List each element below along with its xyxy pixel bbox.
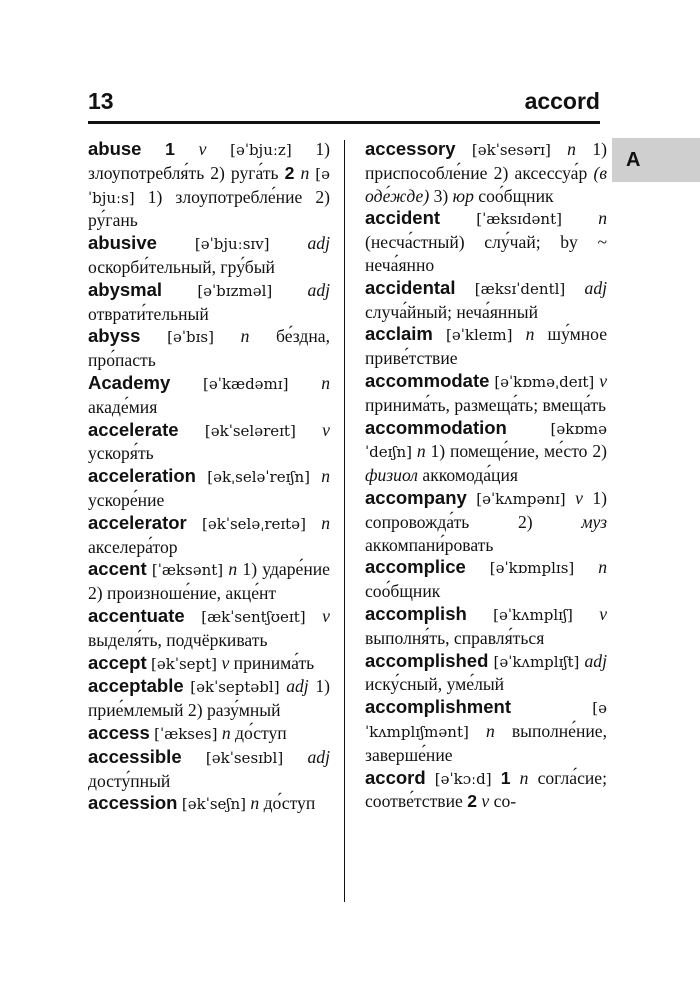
grammar-label: n	[519, 767, 529, 788]
dictionary-entry	[88, 722, 330, 746]
grammar-label: v	[322, 605, 330, 626]
translation: аккомпани́ровать	[365, 534, 494, 555]
grammar-label: adj	[286, 676, 309, 697]
grammar-label: n	[300, 162, 310, 183]
translation: ускоре́ние	[88, 489, 165, 510]
translation: акаде́мия	[88, 396, 158, 417]
grammar-label: n	[485, 720, 495, 741]
grammar-label: v	[198, 139, 207, 159]
headword: access	[88, 721, 150, 743]
translation: случа́йный; неча́янный	[365, 301, 538, 322]
transcription: [əˈbjuːs]	[88, 164, 331, 207]
section-letter: A	[626, 148, 641, 171]
dictionary-entry	[88, 605, 330, 652]
headword: accomplice	[365, 556, 466, 578]
translation: ускоря́ть	[88, 443, 154, 464]
dictionary-entry	[365, 696, 607, 766]
translation: выполне́ние, заверше́ние	[365, 720, 607, 765]
transcription: [əkˈseʃn]	[181, 795, 246, 814]
dictionary-entry	[88, 138, 330, 232]
headword: accidental	[365, 276, 456, 298]
headword: accessible	[88, 745, 182, 767]
dictionary-entry	[88, 792, 330, 816]
grammar-label: n	[598, 208, 607, 229]
translation: до́ступ	[235, 722, 287, 743]
headword: accord	[365, 766, 426, 788]
section-thumb-tab	[612, 138, 700, 182]
headword: accommodation	[365, 416, 507, 438]
dictionary-entry	[88, 325, 330, 372]
headword: acceptable	[88, 675, 184, 697]
grammar-label: v	[322, 419, 330, 440]
grammar-label: n	[567, 139, 576, 159]
grammar-label: adj	[584, 277, 607, 298]
transcription: [əˈkʌmplɪʃ]	[493, 605, 573, 624]
dictionary-entry	[365, 138, 607, 207]
transcription: [əkˈsesɪbl]	[205, 748, 284, 767]
translation: 1) ударе́ние 2) произноше́ние, акце́нт	[88, 559, 330, 604]
grammar-label: adj	[307, 279, 330, 300]
translation: 1) злоупотребля́ть 2) руга́ть	[88, 139, 330, 183]
transcription: [əkˈsept]	[151, 654, 218, 673]
entries-column-right	[365, 138, 607, 813]
dictionary-entry	[88, 558, 330, 605]
transcription: [əˈkʌmplɪʃmənt]	[365, 699, 607, 741]
transcription: [əkˈseptəbl]	[190, 678, 280, 697]
grammar-label: n	[416, 441, 426, 462]
transcription: [əkɒməˈdeɪʃn]	[365, 419, 607, 462]
grammar-label: v	[599, 603, 607, 624]
dictionary-entry	[365, 417, 607, 487]
dictionary-entry	[365, 370, 607, 417]
grammar-label: v	[599, 370, 607, 391]
page-number: 13	[88, 88, 114, 114]
transcription: [æksɪˈdentl]	[474, 279, 566, 298]
translation: 1) приспособле́ние 2) аксессуа́р	[365, 139, 607, 183]
grammar-label: муз	[581, 511, 607, 532]
translation: соо́бщник	[365, 581, 441, 602]
headword: acclaim	[365, 323, 433, 345]
dictionary-entry	[365, 207, 607, 276]
translation: выделя́ть, подчёркивать	[88, 629, 268, 650]
dictionary-entry	[88, 652, 330, 676]
headword: abyss	[88, 325, 141, 347]
transcription: [əˈkɒməˌdeɪt]	[494, 372, 595, 391]
grammar-label: (в оде́жде)	[365, 162, 607, 206]
dictionary-entry	[365, 323, 607, 370]
dictionary-entry	[88, 419, 330, 466]
translation: принима́ть	[233, 652, 315, 673]
headword: accomplished	[365, 649, 489, 671]
translation: (несча́стный) слу́чай; by ~ неча́янно	[365, 232, 607, 275]
sense-number: 2	[467, 791, 478, 812]
translation: оскорби́тельный, гру́бый	[88, 256, 275, 277]
dictionary-entry	[365, 277, 607, 324]
grammar-label: n	[321, 466, 330, 487]
grammar-label: adj	[307, 746, 330, 767]
grammar-label: n	[221, 722, 231, 743]
headword: accelerate	[88, 418, 179, 440]
translation: акселера́тор	[88, 536, 178, 557]
transcription: [əkˈsesərɪ]	[471, 141, 551, 159]
grammar-label: n	[250, 793, 260, 814]
transcription: [əˈkɒmplɪs]	[489, 559, 575, 578]
translation: со-	[493, 791, 517, 812]
translation: шу́мное приве́тствие	[365, 324, 607, 369]
headword: abuse	[88, 138, 142, 159]
dictionary-entry	[88, 279, 330, 326]
headword: accession	[88, 792, 178, 814]
sense-number: 1	[165, 139, 175, 159]
running-head: accord	[524, 88, 600, 114]
dictionary-entry	[88, 512, 330, 559]
transcription: [əˈkɔːd]	[434, 769, 492, 788]
header-rule	[88, 121, 600, 124]
headword: accommodate	[365, 369, 490, 391]
translation: бе́здна, про́пасть	[88, 326, 330, 371]
headword: accentuate	[88, 604, 185, 626]
translation: до́ступ	[263, 793, 316, 814]
grammar-label: n	[228, 559, 238, 580]
headword: acceleration	[88, 465, 196, 487]
transcription: [ækˈsentʃʊeɪt]	[201, 607, 306, 626]
translation: 1) помеще́ние, ме́сто 2)	[430, 441, 607, 462]
headword: accelerator	[88, 511, 187, 533]
headword: accomplishment	[365, 696, 511, 718]
headword: accomplish	[365, 602, 467, 624]
translation: 1) злоупотребле́ние 2) ру́гань	[88, 186, 330, 231]
grammar-label: n	[598, 557, 607, 578]
sense-number: 2	[284, 162, 295, 183]
transcription: [əkˌseləˈreɪʃn]	[207, 468, 310, 487]
headword: abysmal	[88, 278, 163, 300]
dictionary-entry	[88, 465, 330, 512]
translation: соо́бщник	[478, 185, 554, 206]
sense-number: 1	[500, 767, 511, 788]
grammar-label: v	[481, 791, 490, 812]
transcription: [əˈbjuːz]	[230, 141, 292, 159]
translation: 3)	[433, 185, 449, 206]
dictionary-entry	[365, 603, 607, 650]
transcription: [əˈbɪzməl]	[197, 281, 273, 300]
translation: согла́сие; соотве́тствие	[365, 767, 608, 812]
translation: досту́пный	[88, 770, 171, 791]
dictionary-entry	[365, 650, 607, 697]
translation: 1) прие́млемый 2) разу́мный	[88, 676, 330, 721]
dictionary-entry	[88, 372, 330, 419]
entries-column-left	[88, 138, 330, 816]
grammar-label: n	[321, 372, 330, 393]
transcription: [əkˈseləˌreɪtə]	[202, 514, 306, 533]
grammar-label: n	[321, 512, 330, 533]
transcription: [ˈækses]	[154, 724, 218, 743]
transcription: [əˈkʌmpənɪ]	[476, 489, 566, 508]
headword: Academy	[88, 371, 171, 393]
transcription: [əkˈseləreɪt]	[204, 421, 296, 440]
dictionary-entry	[365, 767, 607, 814]
translation: принима́ть, размеща́ть; вмеща́ть	[365, 394, 607, 415]
translation: выполня́ть, справля́ться	[365, 627, 545, 648]
dictionary-entry	[365, 487, 607, 556]
grammar-label: adj	[307, 233, 330, 254]
grammar-label: adj	[584, 650, 607, 671]
transcription: [əˈkædəmɪ]	[203, 374, 289, 393]
grammar-label: юр	[452, 185, 474, 206]
headword: accessory	[365, 138, 456, 159]
transcription: [əˈbjuːsɪv]	[194, 235, 270, 254]
transcription: [ˈæksənt]	[151, 561, 224, 580]
transcription: [ˈæksɪdənt]	[476, 210, 562, 229]
translation: 1) сопровожда́ть 2)	[365, 487, 608, 532]
headword: accompany	[365, 486, 467, 508]
grammar-label: физиол	[365, 465, 418, 486]
transcription: [əˈkleɪm]	[446, 326, 513, 345]
headword: accent	[88, 558, 147, 580]
dictionary-entry	[88, 232, 330, 279]
grammar-label: n	[240, 326, 250, 347]
transcription: [əˈbɪs]	[167, 328, 214, 347]
translation: аккомода́ция	[422, 465, 518, 486]
headword: accident	[365, 207, 441, 229]
translation: отврати́тельный	[88, 303, 209, 324]
dictionary-entry	[88, 675, 330, 722]
grammar-label: n	[525, 324, 535, 345]
dictionary-entry	[365, 556, 607, 603]
grammar-label: v	[575, 487, 583, 508]
dictionary-entry	[88, 746, 330, 793]
headword: accept	[88, 651, 147, 673]
grammar-label: v	[221, 652, 230, 673]
column-divider	[344, 140, 345, 902]
transcription: [əˈkʌmplɪʃt]	[493, 652, 580, 671]
translation: иску́сный, уме́лый	[365, 674, 505, 695]
headword: abusive	[88, 232, 157, 254]
